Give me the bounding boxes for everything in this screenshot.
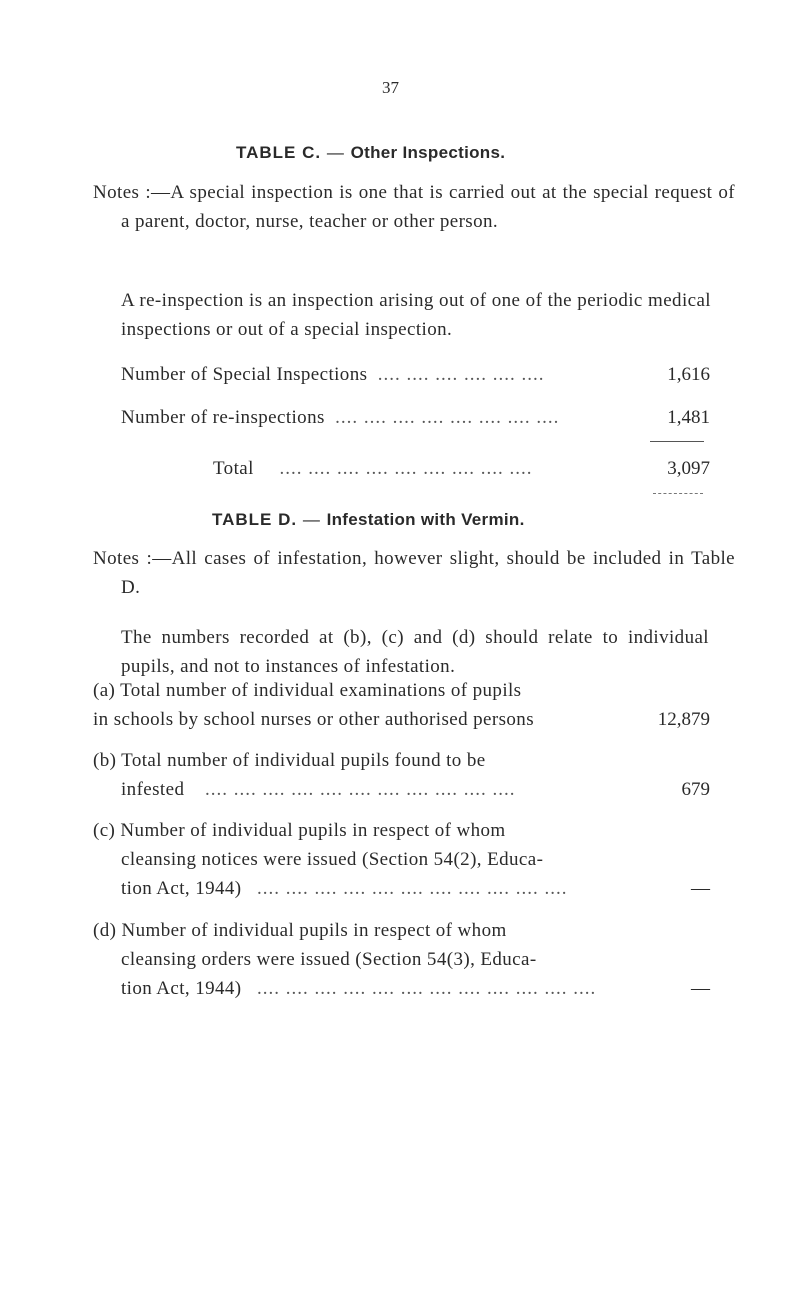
table-d-item-b: (b) Total number of individual pupils found to be: [93, 750, 486, 771]
table-c-total-row: [213, 458, 533, 480]
table-d-value-a: 12,879: [657, 709, 710, 730]
table-c-title: [236, 143, 505, 163]
table-c-title-subject: Other Inspections.: [350, 143, 506, 162]
total-label: Total: [213, 458, 254, 479]
table-d-value-b: 679: [681, 779, 710, 800]
table-d-item-a-cont: in schools by school nurses or other authorised persons: [93, 709, 534, 730]
table-d-item-a: [93, 680, 521, 702]
item-line: tion Act, 1944): [121, 878, 242, 899]
table-d-note-numbers: The numbers recorded at (b), (c) and (d) should relate to individual pupils, and not to instances of infestation.: [121, 627, 709, 677]
table-c-note-reinspection: A re-inspection is an inspection arising out of one of the periodic medical inspections or out of a special inspection.: [121, 290, 711, 340]
row-label: Number of re-inspections: [121, 407, 325, 428]
item-line: tion Act, 1944): [121, 978, 242, 999]
table-d-item-d: (d) Number of individual pupils in respect of whom: [93, 920, 507, 941]
table-c-row-special: [121, 364, 544, 386]
table-c-row-reinspections: [121, 407, 559, 429]
table-d-note-all-cases: Notes :—All cases of infestation, however slight, should be included in Table D.: [93, 548, 735, 598]
leader-dots: .... .... .... .... .... .... .... .... ....: [279, 458, 533, 479]
table-d-item-c-cont: cleansing notices were issued (Section 54(2), Educa-: [121, 849, 544, 870]
table-d-item-c: (c) Number of individual pupils in respect of whom: [93, 820, 506, 841]
table-d-title-separator: —: [302, 510, 321, 529]
table-c-title-separator: —: [326, 143, 345, 162]
item-line: infested: [121, 779, 185, 800]
table-c-value-total: 3,097: [667, 458, 710, 479]
table-d-value-c: —: [691, 878, 710, 899]
table-d-item-d-cont: cleansing orders were issued (Section 54(3), Educa-: [121, 949, 537, 970]
row-label: Number of Special Inspections: [121, 364, 368, 385]
table-d-item-d-cont2: [121, 978, 596, 1000]
table-c-title-label: TABLE C.: [236, 143, 322, 162]
leader-dots: .... .... .... .... .... .... .... .... .... .... ....: [256, 878, 568, 899]
leader-dots: .... .... .... .... .... ....: [377, 364, 545, 385]
table-d-title-label: TABLE D.: [212, 510, 298, 529]
table-d-value-d: —: [691, 978, 710, 999]
table-d-item-b-cont: [121, 779, 515, 801]
table-d-title-subject: Infestation with Vermin.: [326, 510, 525, 529]
table-d-item-c-cont2: [121, 878, 567, 900]
leader-dots: .... .... .... .... .... .... .... .... .... .... .... ....: [256, 978, 597, 999]
subtotal-rule: [650, 441, 704, 442]
table-c-value-special: 1,616: [667, 364, 710, 385]
total-rule: [653, 493, 703, 494]
item-line: (a) Total number of individual examinations of pupils: [93, 680, 522, 701]
table-d-title: [212, 510, 525, 530]
table-c-value-reinspections: 1,481: [667, 407, 710, 428]
leader-dots: .... .... .... .... .... .... .... ....: [335, 407, 560, 428]
leader-dots: .... .... .... .... .... .... .... .... .... .... ....: [204, 779, 516, 800]
table-c-note-special: Notes :—A special inspection is one that is carried out at the special request of a parent, doctor, nurse, teacher or other person.: [93, 182, 735, 232]
page-number: 37: [382, 78, 399, 97]
